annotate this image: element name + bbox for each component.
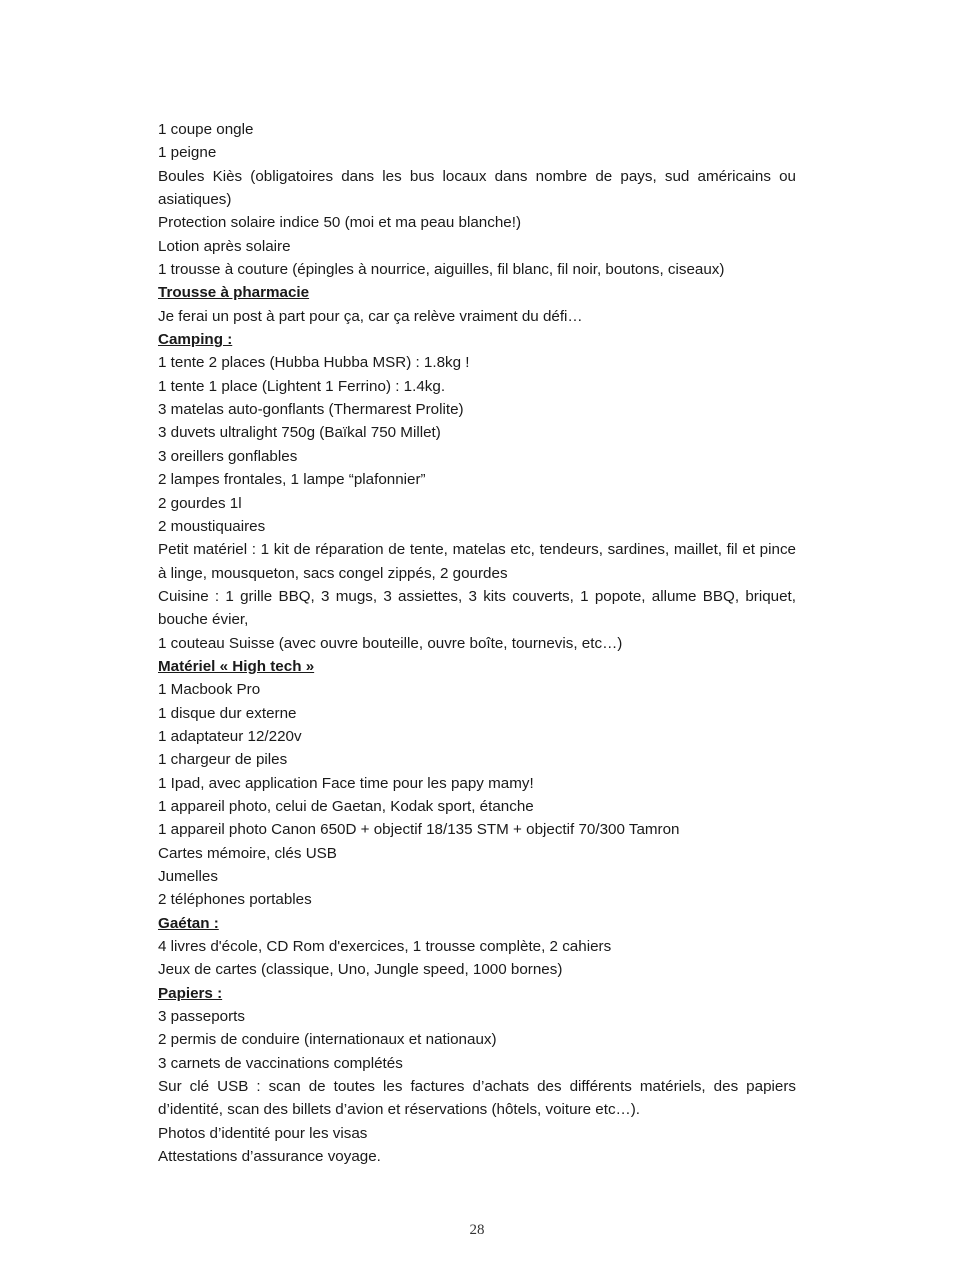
text-line: 2 lampes frontales, 1 lampe “plafonnier” [158, 471, 426, 489]
text-line: Boules Kiès (obligatoires dans les bus locaux dans nombre de pays, sud américains ou asiatiques) [158, 167, 796, 209]
text-line: Jeux de cartes (classique, Uno, Jungle speed, 1000 bornes) [158, 961, 563, 979]
section-heading: Papiers : [158, 984, 223, 1002]
text-line: 4 livres d'école, CD Rom d'exercices, 1 trousse complète, 2 cahiers [158, 938, 612, 956]
text-line: 3 duvets ultralight 750g (Baïkal 750 Millet) [158, 424, 441, 442]
text-line: Cartes mémoire, clés USB [158, 844, 337, 862]
text-line: 1 appareil photo, celui de Gaetan, Kodak sport, étanche [158, 797, 534, 815]
text-line: Protection solaire indice 50 (moi et ma peau blanche!) [158, 214, 522, 232]
text-line: Attestations d’assurance voyage. [158, 1148, 381, 1166]
text-line: 1 disque dur externe [158, 704, 297, 722]
text-line: 1 chargeur de piles [158, 751, 288, 769]
text-line: 2 moustiquaires [158, 517, 266, 535]
text-line: Cuisine : 1 grille BBQ, 3 mugs, 3 assiettes, 3 kits couverts, 1 popote, allume BBQ, briquet, bouche évier, [158, 587, 796, 629]
text-line: 3 oreillers gonflables [158, 447, 298, 465]
text-line: 1 couteau Suisse (avec ouvre bouteille, ouvre boîte, tournevis, etc…) [158, 634, 623, 652]
text-line: 1 peigne [158, 144, 217, 162]
section-heading: Camping : [158, 331, 233, 349]
page-number: 28 [469, 1222, 485, 1238]
page-content [158, 118, 796, 1168]
section-heading: Trousse à pharmacie [158, 284, 310, 302]
text-line: 2 téléphones portables [158, 891, 312, 909]
text-line: 3 matelas auto-gonflants (Thermarest Prolite) [158, 401, 464, 419]
text-line: Sur clé USB : scan de toutes les factures d’achats des différents matériels, des papiers d’identité, scan des billets d’avion et réservations (hôtels, voiture etc…). [158, 1078, 796, 1119]
text-line: 2 gourdes 1l [158, 494, 242, 512]
text-line: 1 tente 1 place (Lightent 1 Ferrino) : 1.4kg. [158, 377, 446, 395]
text-line: Jumelles [158, 868, 218, 885]
text-line: 1 Ipad, avec application Face time pour les papy mamy! [158, 774, 534, 792]
text-line: 3 carnets de vaccinations complétés [158, 1054, 403, 1072]
text-line: 1 adaptateur 12/220v [158, 727, 302, 745]
section-heading: Gaétan : [158, 914, 219, 932]
text-line: 1 coupe ongle [158, 121, 254, 138]
text-line: Lotion après solaire [158, 237, 291, 255]
section-heading: Matériel « High tech » [158, 657, 315, 675]
text-line: 1 Macbook Pro [158, 681, 261, 699]
text-line: 3 passeports [158, 1008, 245, 1026]
text-line: 1 tente 2 places (Hubba Hubba MSR) : 1.8kg ! [158, 354, 470, 372]
text-line: 1 trousse à couture (épingles à nourrice, aiguilles, fil blanc, fil noir, boutons, ciseaux) [158, 261, 725, 279]
text-line: Petit matériel : 1 kit de réparation de tente, matelas etc, tendeurs, sardines, maillet, fil et pince à linge, mousqueton, sacs congel zippés, 2 gourdes [158, 541, 796, 582]
text-line: Photos d’identité pour les visas [158, 1124, 368, 1142]
text-line: 1 appareil photo Canon 650D + objectif 18/135 STM + objectif 70/300 Tamron [158, 821, 680, 839]
text-line: 2 permis de conduire (internationaux et nationaux) [158, 1031, 497, 1049]
text-line: Je ferai un post à part pour ça, car ça relève vraiment du défi… [158, 307, 583, 325]
